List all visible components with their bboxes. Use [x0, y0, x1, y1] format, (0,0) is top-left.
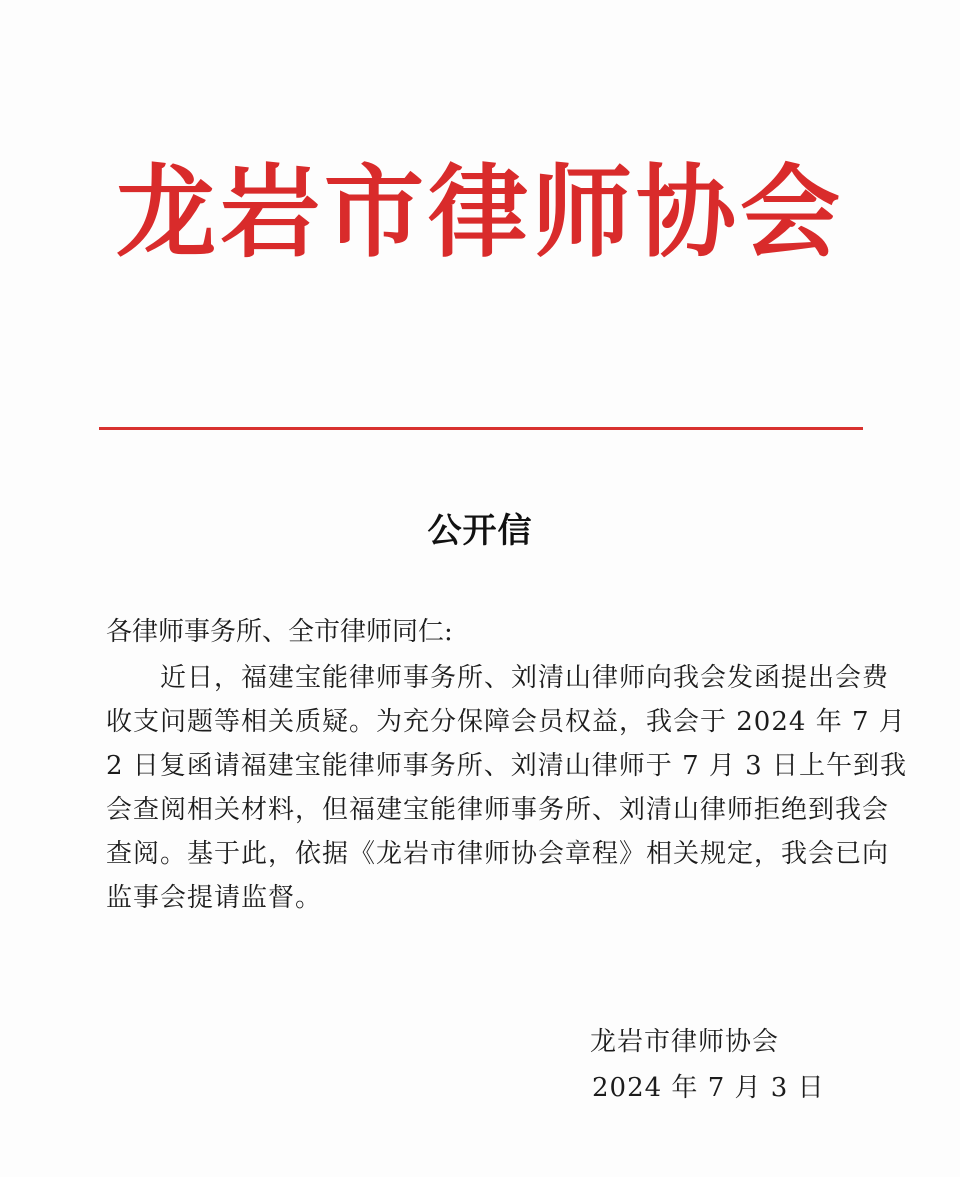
letterhead-org-name: 龙岩市律师协会 [116, 154, 844, 271]
letter-body-line: 查阅。基于此，依据《龙岩市律师协会章程》相关规定，我会已向 [106, 839, 890, 869]
letter-body-line: 2 日复函请福建宝能律师事务所、刘清山律师于 7 月 3 日上午到我 [106, 751, 907, 781]
letter-body-line: 会查阅相关材料，但福建宝能律师事务所、刘清山律师拒绝到我会 [106, 795, 890, 825]
letter-signature: 龙岩市律师协会 [590, 1027, 780, 1057]
letter-title: 公开信 [427, 511, 533, 551]
letter-date: 2024 年 7 月 3 日 [592, 1073, 825, 1103]
letterhead-red-rule [99, 427, 863, 430]
letter-salutation: 各律师事务所、全市律师同仁: [106, 617, 453, 647]
letter-body-line: 监事会提请监督。 [106, 883, 323, 913]
letter-body-line: 近日，福建宝能律师事务所、刘清山律师向我会发函提出会费 [106, 663, 890, 693]
letter-body-line: 收支问题等相关质疑。为充分保障会员权益，我会于 2024 年 7 月 [106, 707, 906, 737]
